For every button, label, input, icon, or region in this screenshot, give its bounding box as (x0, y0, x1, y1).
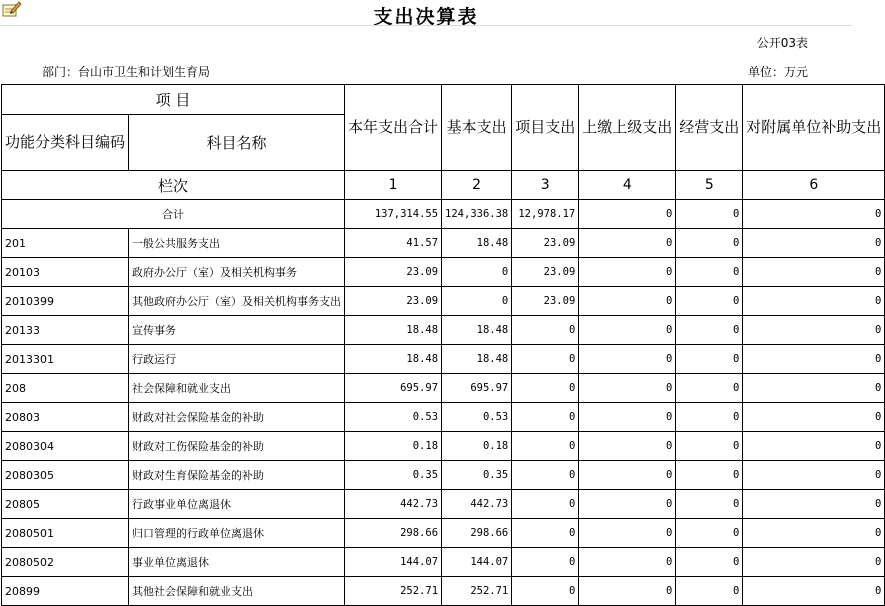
value-cell: 0 (579, 345, 676, 374)
subject-name-cell: 财政对社会保险基金的补助 (129, 403, 345, 432)
value-cell: 695.97 (442, 374, 512, 403)
value-cell: 0.53 (345, 403, 442, 432)
total-cell: 12,978.17 (512, 200, 579, 229)
expenditure-table (1, 84, 885, 606)
total-cell: 124,336.38 (442, 200, 512, 229)
table-row (2, 461, 885, 490)
value-cell: 0.35 (442, 461, 512, 490)
subject-name-cell: 行政运行 (129, 345, 345, 374)
value-cell: 0 (743, 519, 885, 548)
value-cell: 0.18 (345, 432, 442, 461)
value-cell: 0 (676, 461, 743, 490)
value-cell: 23.09 (512, 258, 579, 287)
col-total-header: 本年支出合计 (345, 85, 442, 171)
value-cell: 0 (579, 287, 676, 316)
func-code-cell: 20803 (2, 403, 129, 432)
total-cell: 0 (743, 200, 885, 229)
value-cell: 0 (512, 374, 579, 403)
subject-name-cell: 归口管理的行政单位离退休 (129, 519, 345, 548)
table-row (2, 374, 885, 403)
func-code-cell: 2080502 (2, 548, 129, 577)
value-cell: 0 (512, 519, 579, 548)
value-cell: 0 (579, 403, 676, 432)
func-code-cell: 20899 (2, 577, 129, 606)
form-code: 公开03表 (756, 36, 808, 50)
value-cell: 0 (676, 403, 743, 432)
value-cell: 0 (442, 258, 512, 287)
func-code-cell: 2080501 (2, 519, 129, 548)
value-cell: 0 (743, 490, 885, 519)
value-cell: 0 (676, 374, 743, 403)
value-cell: 0 (743, 403, 885, 432)
func-code-cell: 2080305 (2, 461, 129, 490)
value-cell: 0 (743, 461, 885, 490)
column-number: 1 (345, 171, 442, 200)
value-cell: 0 (676, 229, 743, 258)
table-row (2, 548, 885, 577)
subject-name-cell: 财政对工伤保险基金的补助 (129, 432, 345, 461)
func-code-cell: 2013301 (2, 345, 129, 374)
value-cell: 0.35 (345, 461, 442, 490)
value-cell: 0 (676, 490, 743, 519)
value-cell: 0 (743, 577, 885, 606)
total-cell: 137,314.55 (345, 200, 442, 229)
value-cell: 298.66 (345, 519, 442, 548)
total-cell: 0 (579, 200, 676, 229)
col-remit-header: 上缴上级支出 (579, 85, 676, 171)
value-cell: 0 (743, 258, 885, 287)
value-cell: 144.07 (345, 548, 442, 577)
value-cell: 0 (743, 548, 885, 577)
column-number: 6 (743, 171, 885, 200)
func-code-cell: 208 (2, 374, 129, 403)
value-cell: 0 (743, 374, 885, 403)
total-cell: 0 (676, 200, 743, 229)
value-cell: 0 (442, 287, 512, 316)
value-cell: 0 (579, 229, 676, 258)
table-row (2, 287, 885, 316)
value-cell: 0 (512, 548, 579, 577)
value-cell: 18.48 (345, 316, 442, 345)
value-cell: 23.09 (345, 287, 442, 316)
subject-name-cell: 一般公共服务支出 (129, 229, 345, 258)
department-label: 部门：台山市卫生和计划生育局 (42, 65, 211, 79)
func-code-cell: 20103 (2, 258, 129, 287)
value-cell: 18.48 (345, 345, 442, 374)
value-cell: 0 (512, 345, 579, 374)
table-row (2, 316, 885, 345)
subject-name-header: 科目名称 (129, 115, 345, 171)
value-cell: 0 (579, 490, 676, 519)
value-cell: 18.48 (442, 229, 512, 258)
table-row (2, 345, 885, 374)
value-cell: 18.48 (442, 316, 512, 345)
table-row (2, 229, 885, 258)
table-row (2, 403, 885, 432)
item-header: 项 目 (2, 85, 345, 115)
column-number: 4 (579, 171, 676, 200)
unit-label: 单位：万元 (748, 65, 809, 79)
title-divider (0, 25, 852, 26)
value-cell: 0 (676, 287, 743, 316)
column-number: 3 (512, 171, 579, 200)
subject-name-cell: 社会保障和就业支出 (129, 374, 345, 403)
func-code-cell: 2010399 (2, 287, 129, 316)
col-basic-header: 基本支出 (442, 85, 512, 171)
col-subsidy-header: 对附属单位补助支出 (743, 85, 885, 171)
value-cell: 0 (676, 345, 743, 374)
value-cell: 0 (743, 345, 885, 374)
table-row (2, 490, 885, 519)
value-cell: 0 (512, 403, 579, 432)
value-cell: 442.73 (345, 490, 442, 519)
column-number: 2 (442, 171, 512, 200)
table-row (2, 432, 885, 461)
value-cell: 0 (743, 316, 885, 345)
value-cell: 0 (512, 316, 579, 345)
subject-name-cell: 行政事业单位离退休 (129, 490, 345, 519)
value-cell: 442.73 (442, 490, 512, 519)
value-cell: 23.09 (512, 287, 579, 316)
value-cell: 0 (579, 432, 676, 461)
value-cell: 0 (579, 374, 676, 403)
table-row (2, 519, 885, 548)
value-cell: 0 (676, 577, 743, 606)
value-cell: 23.09 (512, 229, 579, 258)
column-number: 5 (676, 171, 743, 200)
total-label: 合计 (2, 200, 345, 229)
value-cell: 0 (676, 258, 743, 287)
total-row (2, 200, 885, 229)
func-code-cell: 2080304 (2, 432, 129, 461)
func-code-cell: 20805 (2, 490, 129, 519)
value-cell: 298.66 (442, 519, 512, 548)
value-cell: 252.71 (442, 577, 512, 606)
value-cell: 0 (579, 316, 676, 345)
value-cell: 0 (512, 461, 579, 490)
value-cell: 252.71 (345, 577, 442, 606)
column-order-label: 栏次 (2, 171, 345, 200)
value-cell: 0 (676, 548, 743, 577)
table-row (2, 258, 885, 287)
subject-name-cell: 其他政府办公厅（室）及相关机构事务支出 (129, 287, 345, 316)
value-cell: 0 (512, 577, 579, 606)
page-title: 支出决算表 (373, 6, 479, 28)
value-cell: 0 (676, 316, 743, 345)
subject-name-cell: 其他社会保障和就业支出 (129, 577, 345, 606)
subject-name-cell: 财政对生育保险基金的补助 (129, 461, 345, 490)
table-row (2, 577, 885, 606)
func-code-header: 功能分类科目编码 (2, 115, 129, 171)
value-cell: 0 (579, 577, 676, 606)
value-cell: 0 (579, 548, 676, 577)
value-cell: 0 (512, 432, 579, 461)
value-cell: 0 (676, 519, 743, 548)
value-cell: 0 (743, 287, 885, 316)
value-cell: 695.97 (345, 374, 442, 403)
value-cell: 0 (743, 432, 885, 461)
value-cell: 0 (579, 519, 676, 548)
value-cell: 144.07 (442, 548, 512, 577)
value-cell: 18.48 (442, 345, 512, 374)
value-cell: 23.09 (345, 258, 442, 287)
value-cell: 0.18 (442, 432, 512, 461)
func-code-cell: 20133 (2, 316, 129, 345)
value-cell: 0 (512, 490, 579, 519)
value-cell: 0 (579, 461, 676, 490)
value-cell: 41.57 (345, 229, 442, 258)
func-code-cell: 201 (2, 229, 129, 258)
subject-name-cell: 事业单位离退休 (129, 548, 345, 577)
value-cell: 0 (743, 229, 885, 258)
value-cell: 0 (579, 258, 676, 287)
col-project-header: 项目支出 (512, 85, 579, 171)
value-cell: 0.53 (442, 403, 512, 432)
subject-name-cell: 政府办公厅（室）及相关机构事务 (129, 258, 345, 287)
value-cell: 0 (676, 432, 743, 461)
subject-name-cell: 宣传事务 (129, 316, 345, 345)
col-operating-header: 经营支出 (676, 85, 743, 171)
